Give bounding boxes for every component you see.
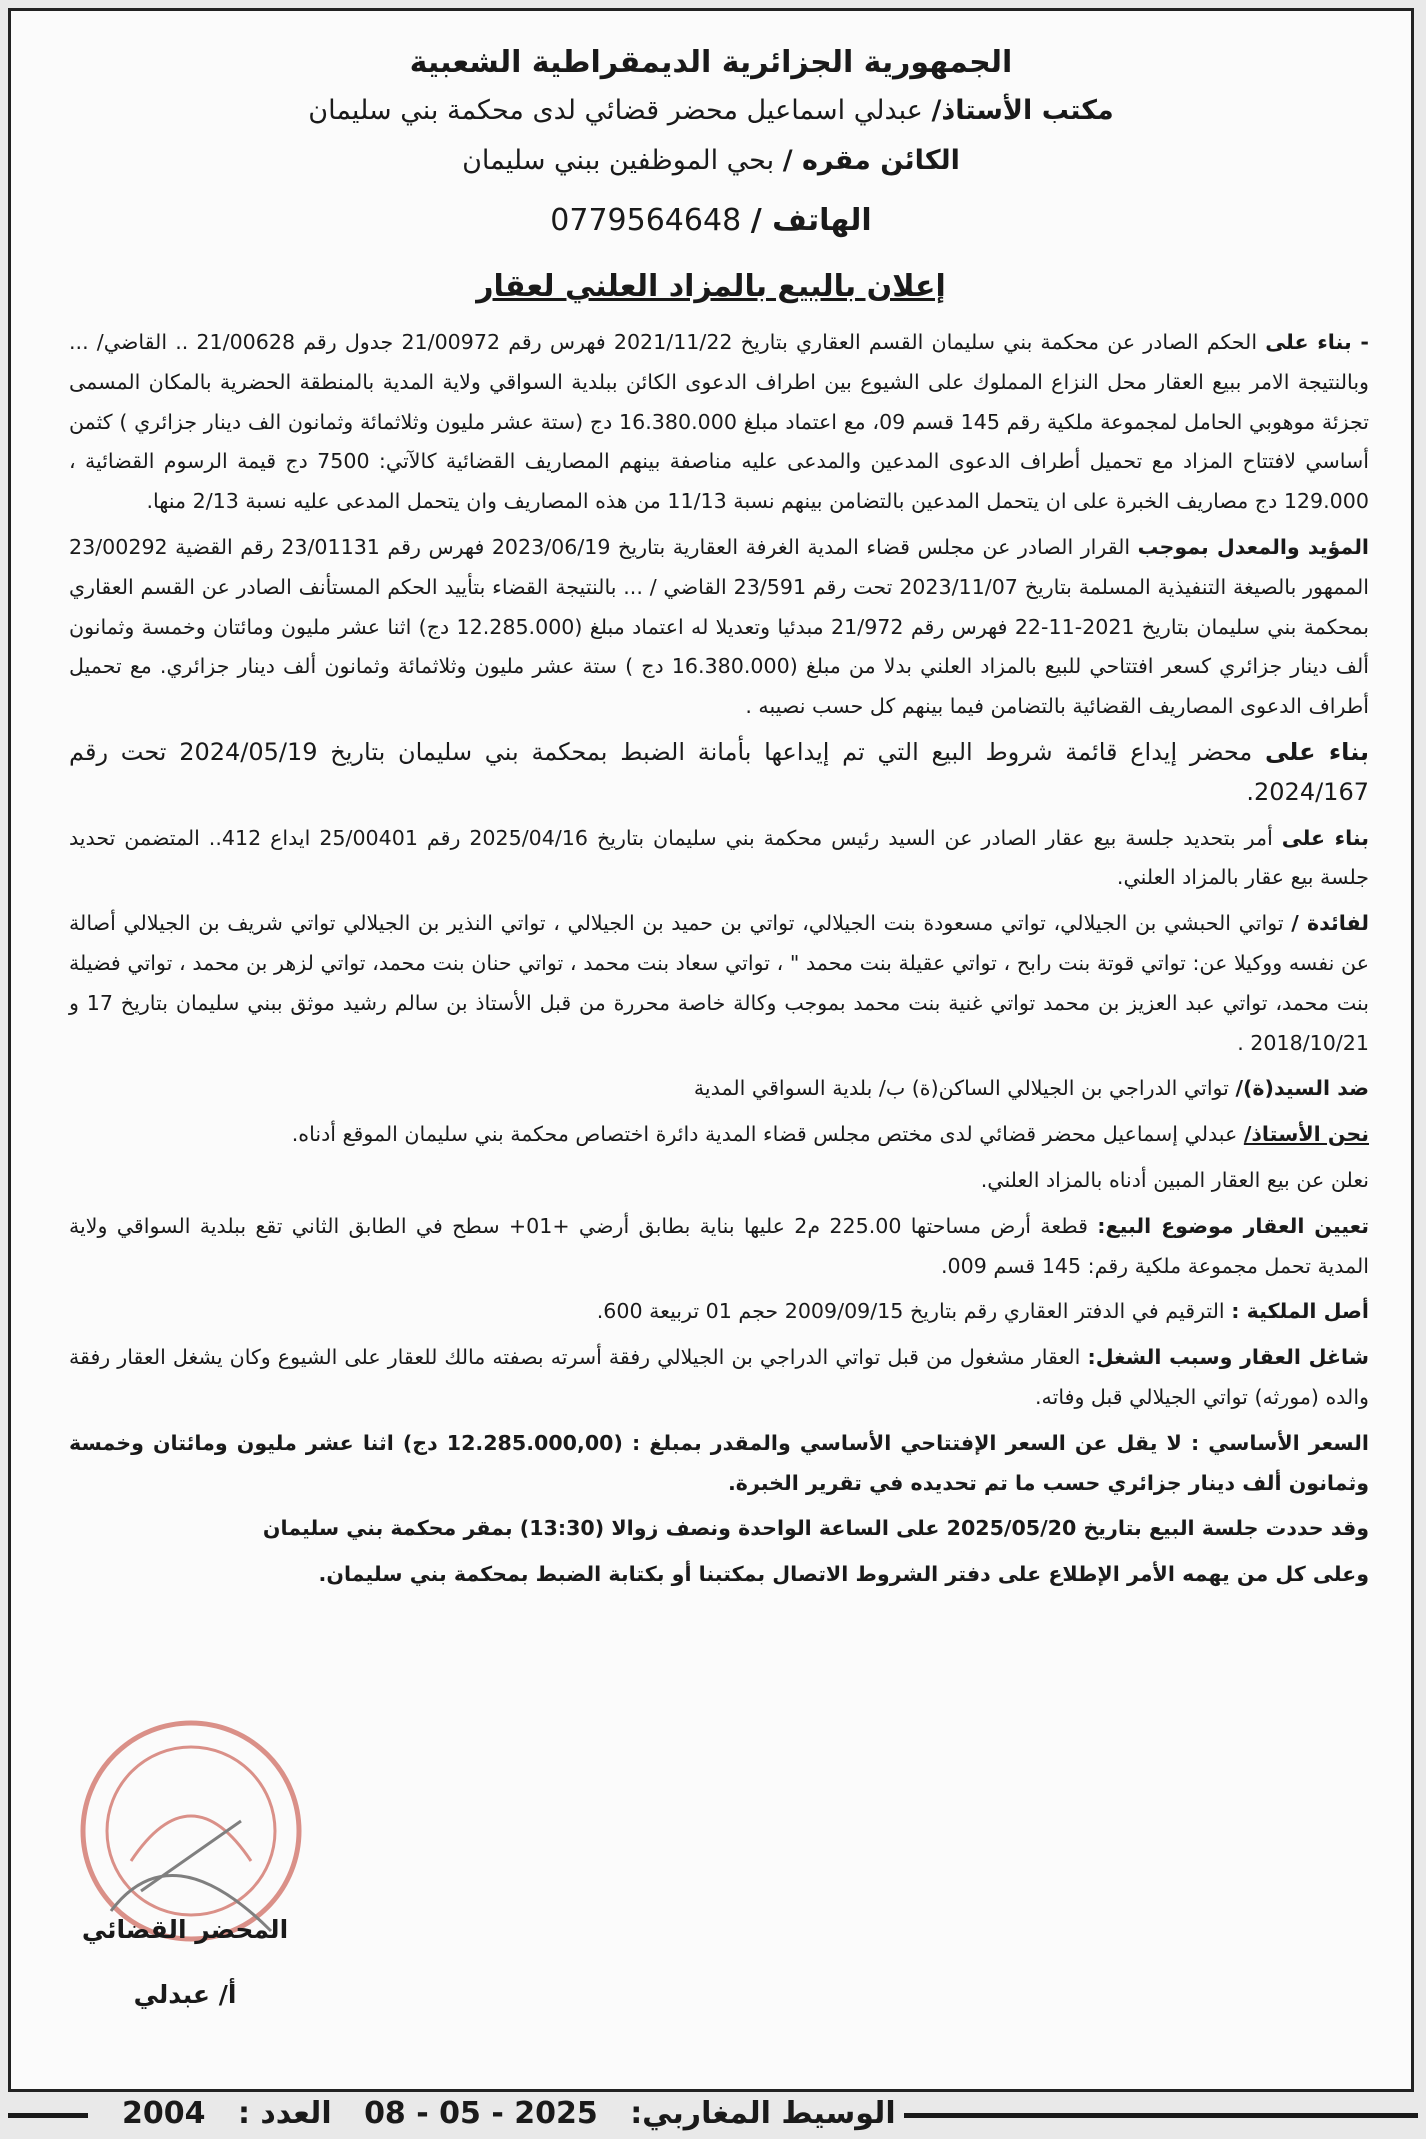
footer-text — [92, 2096, 904, 2131]
paragraph-lead: لفائدة / — [1291, 911, 1370, 936]
footer-rule — [8, 2113, 88, 2118]
paragraph-price — [69, 1424, 1369, 1504]
paragraph-lead: تعيين العقار موضوع البيع: — [1097, 1213, 1370, 1238]
paragraph-lead: بناء على — [1281, 825, 1369, 850]
paragraph-text: القرار الصادر عن مجلس قضاء المدية الغرفة العقارية بتاريخ 2023/06/19 فهرس رقم 23/01131 رقم القضية 23/00292 الممهور بالصيغة التنفيذية المسلمة بتاريخ 2023/11/07 تحت رقم 23/591 القاضي / ... بالنتيجة القضاء بتأييد الحكم المستأنف الصادر عن القسم العقاري بمحكمة بني سليمان بتاريخ 2021-11-22 فهرس رقم 21/972 مبدئيا وتعديلا له اعتماد مبلغ (12.285.000 دج) اثنا عشر مليون ومائتان وخمسة وثمانون ألف دينار جزائري كسعر افتتاحي للبيع بالمزاد العلني بدلا من مبلغ (16.380.000 دج ) ستة عشر مليون وثلاثمائة وثمانون ألف دينار جزائري. مع تحميل أطراف الدعوى المصاريف القضائية بالتضامن فيما بينهم كل حسب نصيبه . — [69, 534, 1369, 719]
newspaper-footer — [0, 2096, 1426, 2136]
address-label: الكائن مقره / — [782, 145, 960, 176]
republic-heading: الجمهورية الجزائرية الديمقراطية الشعبية — [409, 45, 1013, 80]
paragraph-lead: شاغل العقار وسبب الشغل: — [1087, 1345, 1370, 1370]
issue-date: 08 - 05 - 2025 — [364, 2096, 598, 2131]
phone-line — [11, 203, 1411, 238]
paragraph-lead: نحن الأستاذ/ — [1243, 1122, 1369, 1147]
paragraph-session: وقد حددت جلسة البيع بتاريخ 2025/05/20 على الساعة الواحدة ونصف زوالا (13:30) بمقر محكمة بني سليمان — [262, 1516, 1369, 1541]
paragraph-text: أمر بتحديد جلسة بيع عقار الصادر عن السيد رئيس محكمة بني سليمان بتاريخ 2025/04/16 رقم 25/00401 ايداع 412.. المتضمن تحديد جلسة بيع عقار بالمزاد العلني. — [69, 825, 1369, 890]
notice-page — [8, 8, 1414, 2092]
signature-name: أ/ عبدلي — [133, 1980, 237, 2009]
issue-label: العدد : — [237, 2096, 332, 2131]
paragraph-text: لا يقل عن السعر الإفتتاحي الأساسي والمقدر بمبلغ : (12.285.000,00 دج) اثنا عشر مليون ومائتان وخمسة وثمانون ألف دينار جزائري حسب ما تم تحديده في تقرير الخبرة. — [69, 1430, 1369, 1495]
signature-block — [75, 1915, 295, 2045]
paragraph-text: العقار مشغول من قبل تواتي الدراجي بن الجيلالي رفقة أسرته بصفته مالك للعقار على الشيوع وكان يشغل العقار رفقة والده (مورثه) تواتي الجيلالي قبل وفاته. — [69, 1345, 1369, 1409]
paragraph-lead: أصل الملكية : — [1231, 1299, 1369, 1324]
notice-title: إعلان بالبيع بالمزاد العلني لعقار — [476, 269, 946, 304]
address-line — [11, 145, 1411, 176]
paragraph-lead: بناء على — [1265, 737, 1370, 766]
paragraph-lead: المؤيد والمعدل بموجب — [1137, 534, 1369, 559]
office-label: مكتب الأستاذ/ — [931, 95, 1114, 126]
paragraph-occupant — [69, 1338, 1369, 1418]
notice-body — [69, 323, 1369, 1601]
paragraph-text: الحكم الصادر عن محكمة بني سليمان القسم العقاري بتاريخ 2021/11/22 فهرس رقم 21/00972 جدول رقم 21/00628 .. القاضي/ ... وبالنتيجة الامر ببيع العقار محل النزاع المملوك على الشيوع بين اطراف الدعوى الكائن ببلدية السواقي ولاية المدية بالمنطقة الحضرية بالمكان المسمى تجزئة موهوبي الحامل لمجموعة ملكية رقم 145 قسم 09، مع اعتماد مبلغ 16.380.000 دج (ستة عشر مليون وثلاثمائة وثمانون الف دينار جزائري ) كثمن أساسي لافتتاح المزاد مع تحميل أطراف الدعوى المدعين والمدعى عليه مناصفة بينهم المصاريف القضائية كالآتي: 7500 دج قيمة الرسوم القضائية ، 129.000 دج مصاريف الخبرة على ان يتحمل المدعين بالتضامن بينهم نسبة 11/13 من هذه المصاريف وان يتحمل المدعى عليه نسبة 2/13 منها. — [69, 330, 1370, 514]
paragraph-text: قطعة أرض مساحتها 225.00 م2 عليها بناية بطابق أرضي +01+ سطح في الطابق الثاني تقع ببلدية السواقي ولاية المدية تحمل مجموعة ملكية رقم: 145 قسم 009. — [69, 1213, 1369, 1278]
paragraph-text: تواتي الدراجي بن الجيلالي الساكن(ة) ب/ بلدية السواقي المدية — [693, 1076, 1229, 1101]
office-value: عبدلي اسماعيل محضر قضائي لدى محكمة بني سليمان — [308, 95, 923, 126]
phone-label: الهاتف / — [750, 203, 872, 238]
paragraph-ownership — [69, 1292, 1369, 1332]
paragraph-text: الترقيم في الدفتر العقاري رقم بتاريخ 2009/09/15 حجم 01 تربيعة 600. — [596, 1299, 1225, 1324]
paragraph-announce: نعلن عن بيع العقار المبين أدناه بالمزاد العلني. — [980, 1167, 1369, 1192]
address-value: بحي الموظفين ببني سليمان — [462, 145, 775, 176]
office-line — [11, 95, 1411, 126]
paragraph-deposit — [69, 733, 1369, 813]
paragraph-lead: - بناء على — [1265, 330, 1369, 354]
paragraph-property — [69, 1207, 1369, 1287]
issue-number: 2004 — [122, 2096, 206, 2131]
paragraph-order — [69, 819, 1369, 899]
paragraph-against — [69, 1069, 1369, 1109]
paragraph-text: عبدلي إسماعيل محضر قضائي لدى مختص مجلس قضاء المدية دائرة اختصاص محكمة بني سليمان الموقع أدناه. — [291, 1122, 1238, 1147]
paragraph-lead: السعر الأساسي : — [1190, 1430, 1369, 1455]
paragraph-beneficiaries — [69, 904, 1369, 1063]
signature-role: المحضر القضائي — [81, 1915, 289, 1944]
paragraph-bailiff — [69, 1115, 1369, 1155]
paragraph-contact: وعلى كل من يهمه الأمر الإطلاع على دفتر الشروط الاتصال بمكتبنا أو بكتابة الضبط بمحكمة بني سليمان. — [318, 1562, 1369, 1587]
paragraph-lead: ضد السيد(ة)/ — [1235, 1076, 1369, 1101]
paragraph-judgment — [69, 323, 1369, 522]
paragraph-text: تواتي الحبشي بن الجيلالي، تواتي مسعودة بنت الجيلالي، تواتي بن حميد بن الجيلالي ، تواتي النذير بن الجيلالي تواتي شريف بن الجيلالي أصالة عن نفسه ووكيلا عن: تواتي قوتة بنت رابح ، تواتي عقيلة بنت محمد " ، تواتي سعاد بنت محمد ، تواتي حنان بنت محمد، تواتي لزهر بن محمد ، تواتي فضيلة بنت محمد، تواتي عبد العزيز بن محمد تواتي غنية بنت محمد بموجب وكالة خاصة محررة من قبل الأستاذ بن سالم رشيد موثق ببني سليمان بتاريخ 17 و 2018/10/21 . — [69, 911, 1369, 1055]
paragraph-appeal — [69, 528, 1369, 727]
phone-value: 0779564648 — [550, 203, 742, 238]
newspaper-name: الوسيط المغاربي: — [630, 2096, 896, 2131]
paragraph-text: محضر إيداع قائمة شروط البيع التي تم إيداعها بأمانة الضبط بمحكمة بني سليمان بتاريخ 2024/05/19 تحت رقم 2024/167. — [69, 737, 1369, 806]
